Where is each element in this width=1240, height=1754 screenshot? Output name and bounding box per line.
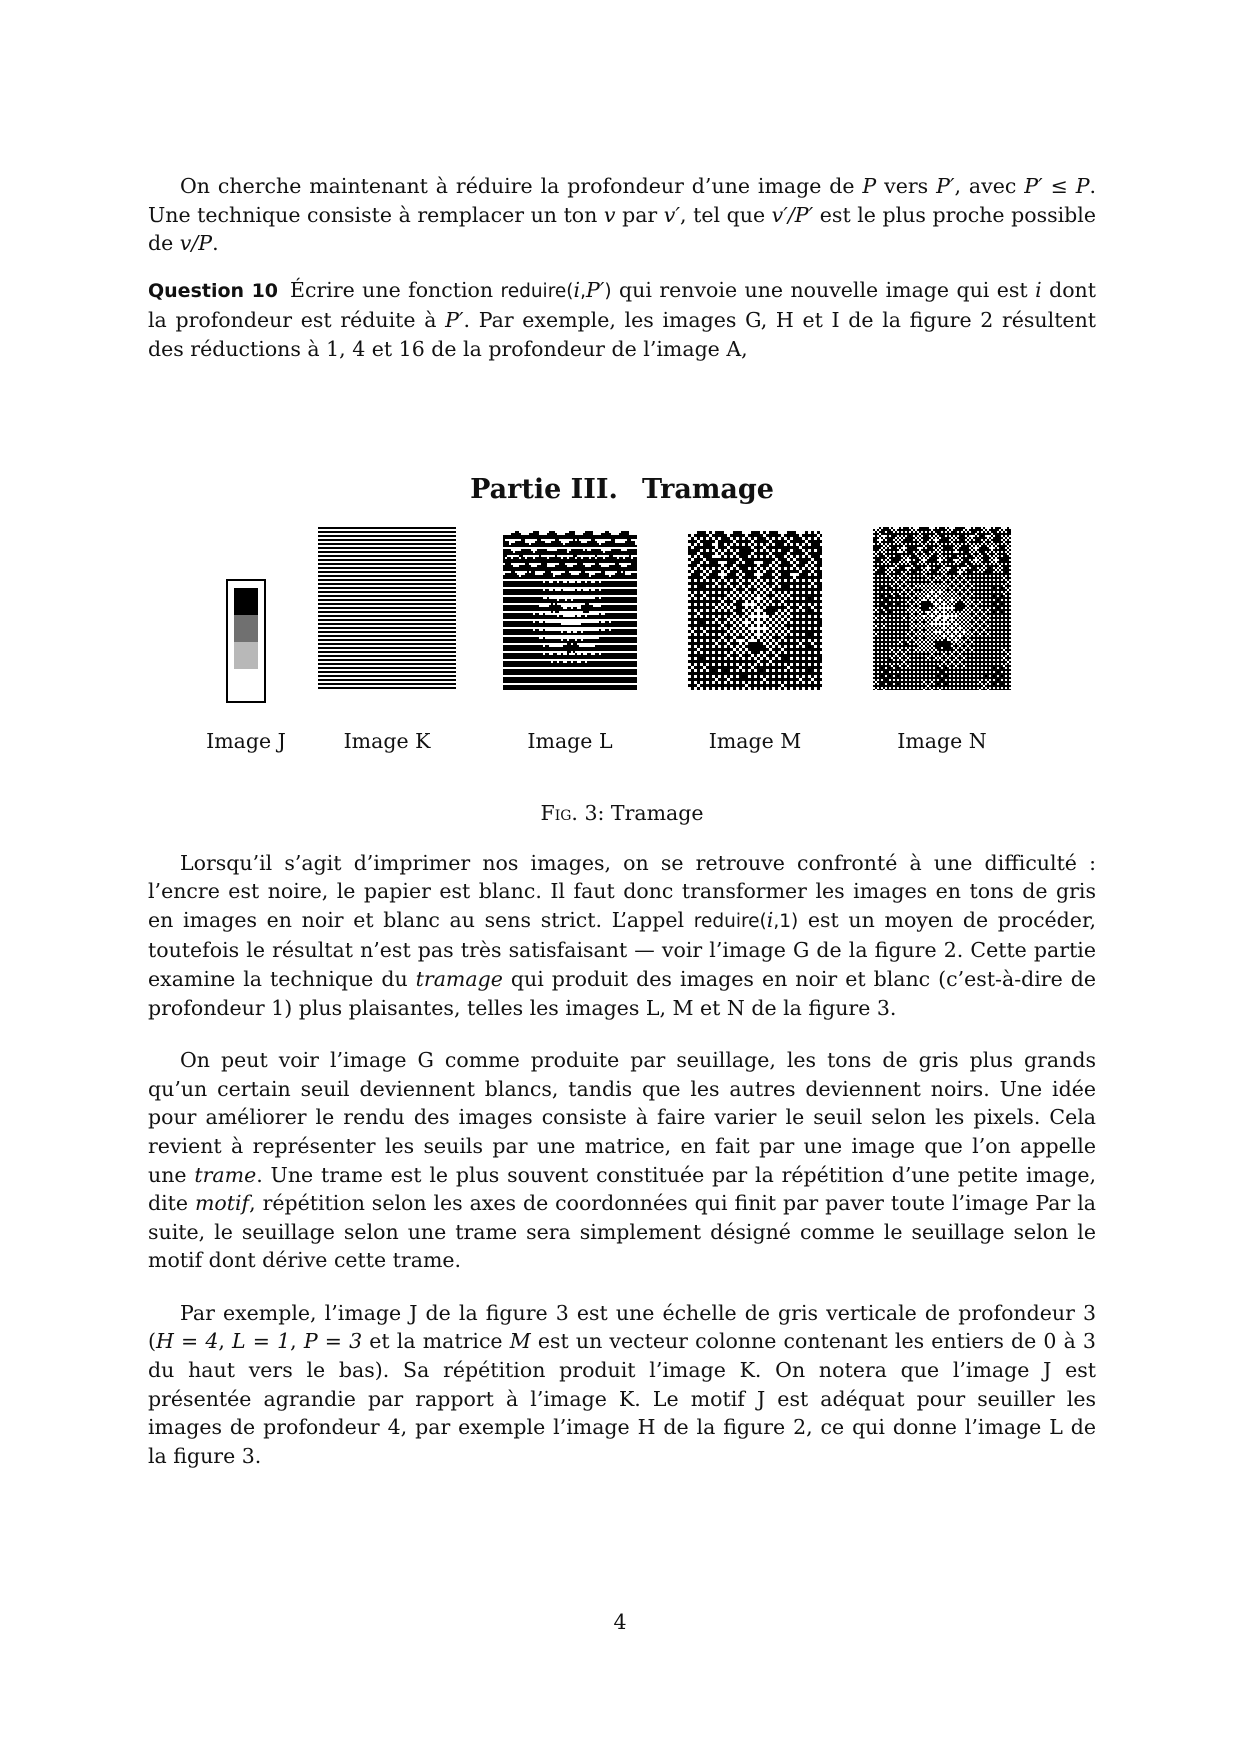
text-run: On peut voir l’image G comme produite par seuillage, les tons de gris plus grands qu’un certain seuil deviennent blancs, tandis que les autres deviennent noirs. Une idée pour améliorer le rendu des images consiste à faire varier le seuil selon les pixels. Cela revient à représenter les seuils par une matrice, en fait par une image que l’on appelle une (148, 1048, 1096, 1187)
text-run: par (615, 202, 664, 227)
section-heading (148, 474, 1096, 505)
math-ratio: v′/P′ (771, 202, 814, 227)
math-i: i (1035, 277, 1042, 302)
gray-level-light (234, 642, 258, 669)
text-run: est un moyen de procéder, toutefois le résultat n’est pas très satisfaisant — voir l’image G de la figure 2. Cette partie examine la technique du (148, 907, 1097, 991)
question-label: Question 10 (148, 279, 279, 302)
figure-caption (148, 801, 1096, 825)
label-image-n: Image N (897, 728, 987, 753)
gray-level-dark (234, 615, 258, 642)
text-run: dont la profondeur est réduite à (148, 277, 1096, 333)
code-args: ,1) (773, 910, 799, 932)
paragraph-thresholding (148, 1046, 1096, 1275)
math-i: i (573, 277, 581, 302)
text-run: . Par exemple, les images G, H et I de la figure 2 résultent des réductions à 1, 4 et 16 de la profondeur de l’image A, (148, 308, 1097, 361)
math-p-prime: P′ (936, 174, 955, 198)
math-v: v (603, 202, 616, 227)
text-run: qui renvoie une nouvelle image qui est (611, 277, 1036, 302)
math-ratio: v/P (179, 231, 213, 256)
caption-prefix: Fig. (540, 800, 578, 825)
math-p: P (862, 174, 877, 198)
math-p-prime: P′ (445, 308, 464, 333)
section-title: Tramage (641, 473, 774, 505)
math-p-prime: P′ (585, 277, 605, 302)
math-m: M (509, 1329, 531, 1354)
image-k (318, 527, 456, 690)
math-h: H = 4 (156, 1329, 219, 1354)
code-function: reduire( (693, 910, 767, 932)
text-run: . (212, 231, 219, 256)
math-l: L = 1 (232, 1329, 291, 1354)
text-run: , tel que (680, 202, 772, 227)
code-function: reduire( (500, 280, 574, 302)
image-j (226, 579, 266, 703)
math-p: P = 3 (303, 1329, 363, 1354)
text-run: On cherche maintenant à réduire la profondeur d’une image de (180, 174, 863, 198)
paragraph-example (148, 1299, 1096, 1471)
text-run: Écrire une fonction (290, 277, 501, 302)
page-number: 4 (613, 1610, 627, 1634)
label-image-l: Image L (527, 728, 613, 753)
emphasis-motif: motif (194, 1191, 250, 1216)
math-inequality: P′ ≤ P (1024, 174, 1090, 198)
emphasis-trame: trame (194, 1162, 257, 1187)
page-content (148, 172, 1096, 1470)
text-run: vers (876, 174, 937, 198)
text-run: est le plus proche possible de (148, 202, 1096, 256)
emphasis-tramage: tramage (415, 966, 503, 991)
text-run: et la matrice (362, 1329, 510, 1354)
math-v-prime: v′ (663, 202, 681, 227)
image-m (688, 531, 822, 690)
math-i: i (766, 907, 774, 932)
label-image-m: Image M (708, 728, 802, 753)
caption-text: 3: Tramage (577, 800, 704, 825)
figure-3 (148, 527, 1096, 797)
text-run: , répétition selon les axes de coordonnées qui finit par paver toute l’image Par la suite, le seuillage selon une trame sera simplement désigné comme le seuillage selon le motif dont dérive cette trame. (148, 1191, 1096, 1273)
text-run: , avec (954, 174, 1025, 198)
text-run: . Une trame est le plus souvent constituée par la répétition d’une petite image, dite (148, 1162, 1096, 1216)
paragraph-printing (148, 849, 1096, 1023)
section-number: Partie III. (470, 473, 618, 505)
text-run: Lorsqu’il s’agit d’imprimer nos images, on se retrouve confronté à une difficulté : l’encre est noire, le papier est blanc. Il faut donc transformer les images en tons de gris en images en noir et blanc au sens strict. L’appel (148, 850, 1096, 932)
text-run: qui produit des images en noir et blanc (c’est-à-dire de profondeur 1) plus plaisantes, telles les images L, M et N de la figure 3. (148, 966, 1097, 1020)
text-run: , (290, 1329, 304, 1354)
label-image-j: Image J (206, 728, 286, 753)
text-run: . Une technique consiste à remplacer un ton (148, 174, 1097, 227)
text-run: Par exemple, l’image J de la figure 3 est une échelle de gris verticale de profondeur 3 ( (148, 1300, 1096, 1354)
image-n (873, 527, 1011, 690)
code-paren: ) (604, 280, 612, 302)
text-run: est un vecteur colonne contenant les entiers de 0 à 3 du haut vers le bas). Sa répétition produit l’image K. On notera que l’image J est présentée agrandie par rapport à l’image K. Le motif J est adéquat pour seuiller les images de profondeur 4, par exemple l’image H de la figure 2, ce qui donne l’image L de la figure 3. (148, 1329, 1096, 1468)
label-image-k: Image K (343, 728, 431, 753)
image-l (503, 531, 637, 690)
gray-level-black (234, 588, 258, 615)
text-run: , (218, 1329, 233, 1354)
code-comma: , (580, 280, 586, 302)
intro-paragraph (148, 172, 1096, 258)
question-10 (148, 276, 1096, 364)
